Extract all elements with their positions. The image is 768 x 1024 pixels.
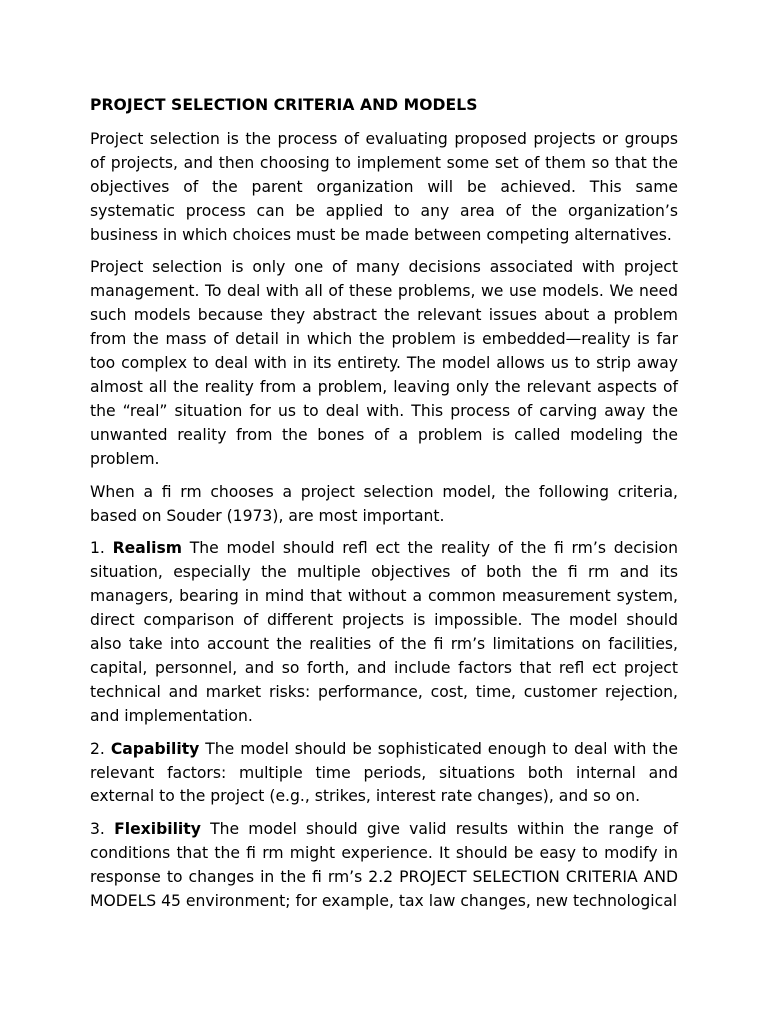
criterion-text: The model should give valid results within the range of conditions that the fi rm might experience. It should be easy to modify in response to changes in the fi rm’s 2.2 PROJECT SELECTION CRITERIA AND MODELS 45 environment; for example, tax law changes, new technological bbox=[90, 820, 678, 911]
intro-paragraph: Project selection is the process of evaluating proposed projects or groups of projects, and then choosing to implement some set of them so that the objectives of the parent organization will be achieved. This same systematic process can be applied to any area of the organization’s business in which choices must be made between competing alternatives. bbox=[90, 129, 678, 244]
models-paragraph: Project selection is only one of many decisions associated with project management. To deal with all of these problems, we use models. We need such models because they abstract the relevant issues about a problem from the mass of detail in which the problem is embedded—reality is far too complex to deal with in its entirety. The model allows us to strip away almost all the reality from a problem, leaving only the relevant aspects of the “real” situation for us to deal with. This process of carving away the unwanted reality from the bones of a problem is called modeling the problem. bbox=[90, 258, 678, 468]
criteria-intro-paragraph: When a fi rm chooses a project selection model, the following criteria, based on Souder (1973), are most important. bbox=[90, 482, 678, 525]
criterion-term: Realism bbox=[112, 539, 182, 558]
document-page bbox=[90, 94, 678, 923]
criterion-number: 3. bbox=[90, 820, 105, 839]
page-title: PROJECT SELECTION CRITERIA AND MODELS bbox=[90, 96, 478, 114]
criterion-text: The model should refl ect the reality of the fi rm’s decision situation, especially the multiple objectives of both the fi rm and its managers, bearing in mind that without a common measurement system, direct comparison of different projects is impossible. The model should also take into account the realities of the fi rm’s limitations on facilities, capital, personnel, and so forth, and include factors that refl ect project technical and market risks: performance, cost, time, customer rejection, and implementation. bbox=[90, 539, 678, 725]
criterion-term: Capability bbox=[110, 739, 200, 758]
criterion-text: The model should be sophisticated enough to deal with the relevant factors: multiple time periods, situations both internal and external to the project (e.g., strikes, interest rate changes), and so on. bbox=[90, 739, 678, 806]
criterion-flexibility bbox=[90, 818, 678, 914]
criterion-term: Flexibility bbox=[114, 820, 201, 839]
criterion-capability bbox=[90, 738, 678, 810]
criterion-number: 1. bbox=[90, 539, 105, 558]
criterion-realism bbox=[90, 537, 678, 728]
criterion-number: 2. bbox=[90, 739, 105, 758]
